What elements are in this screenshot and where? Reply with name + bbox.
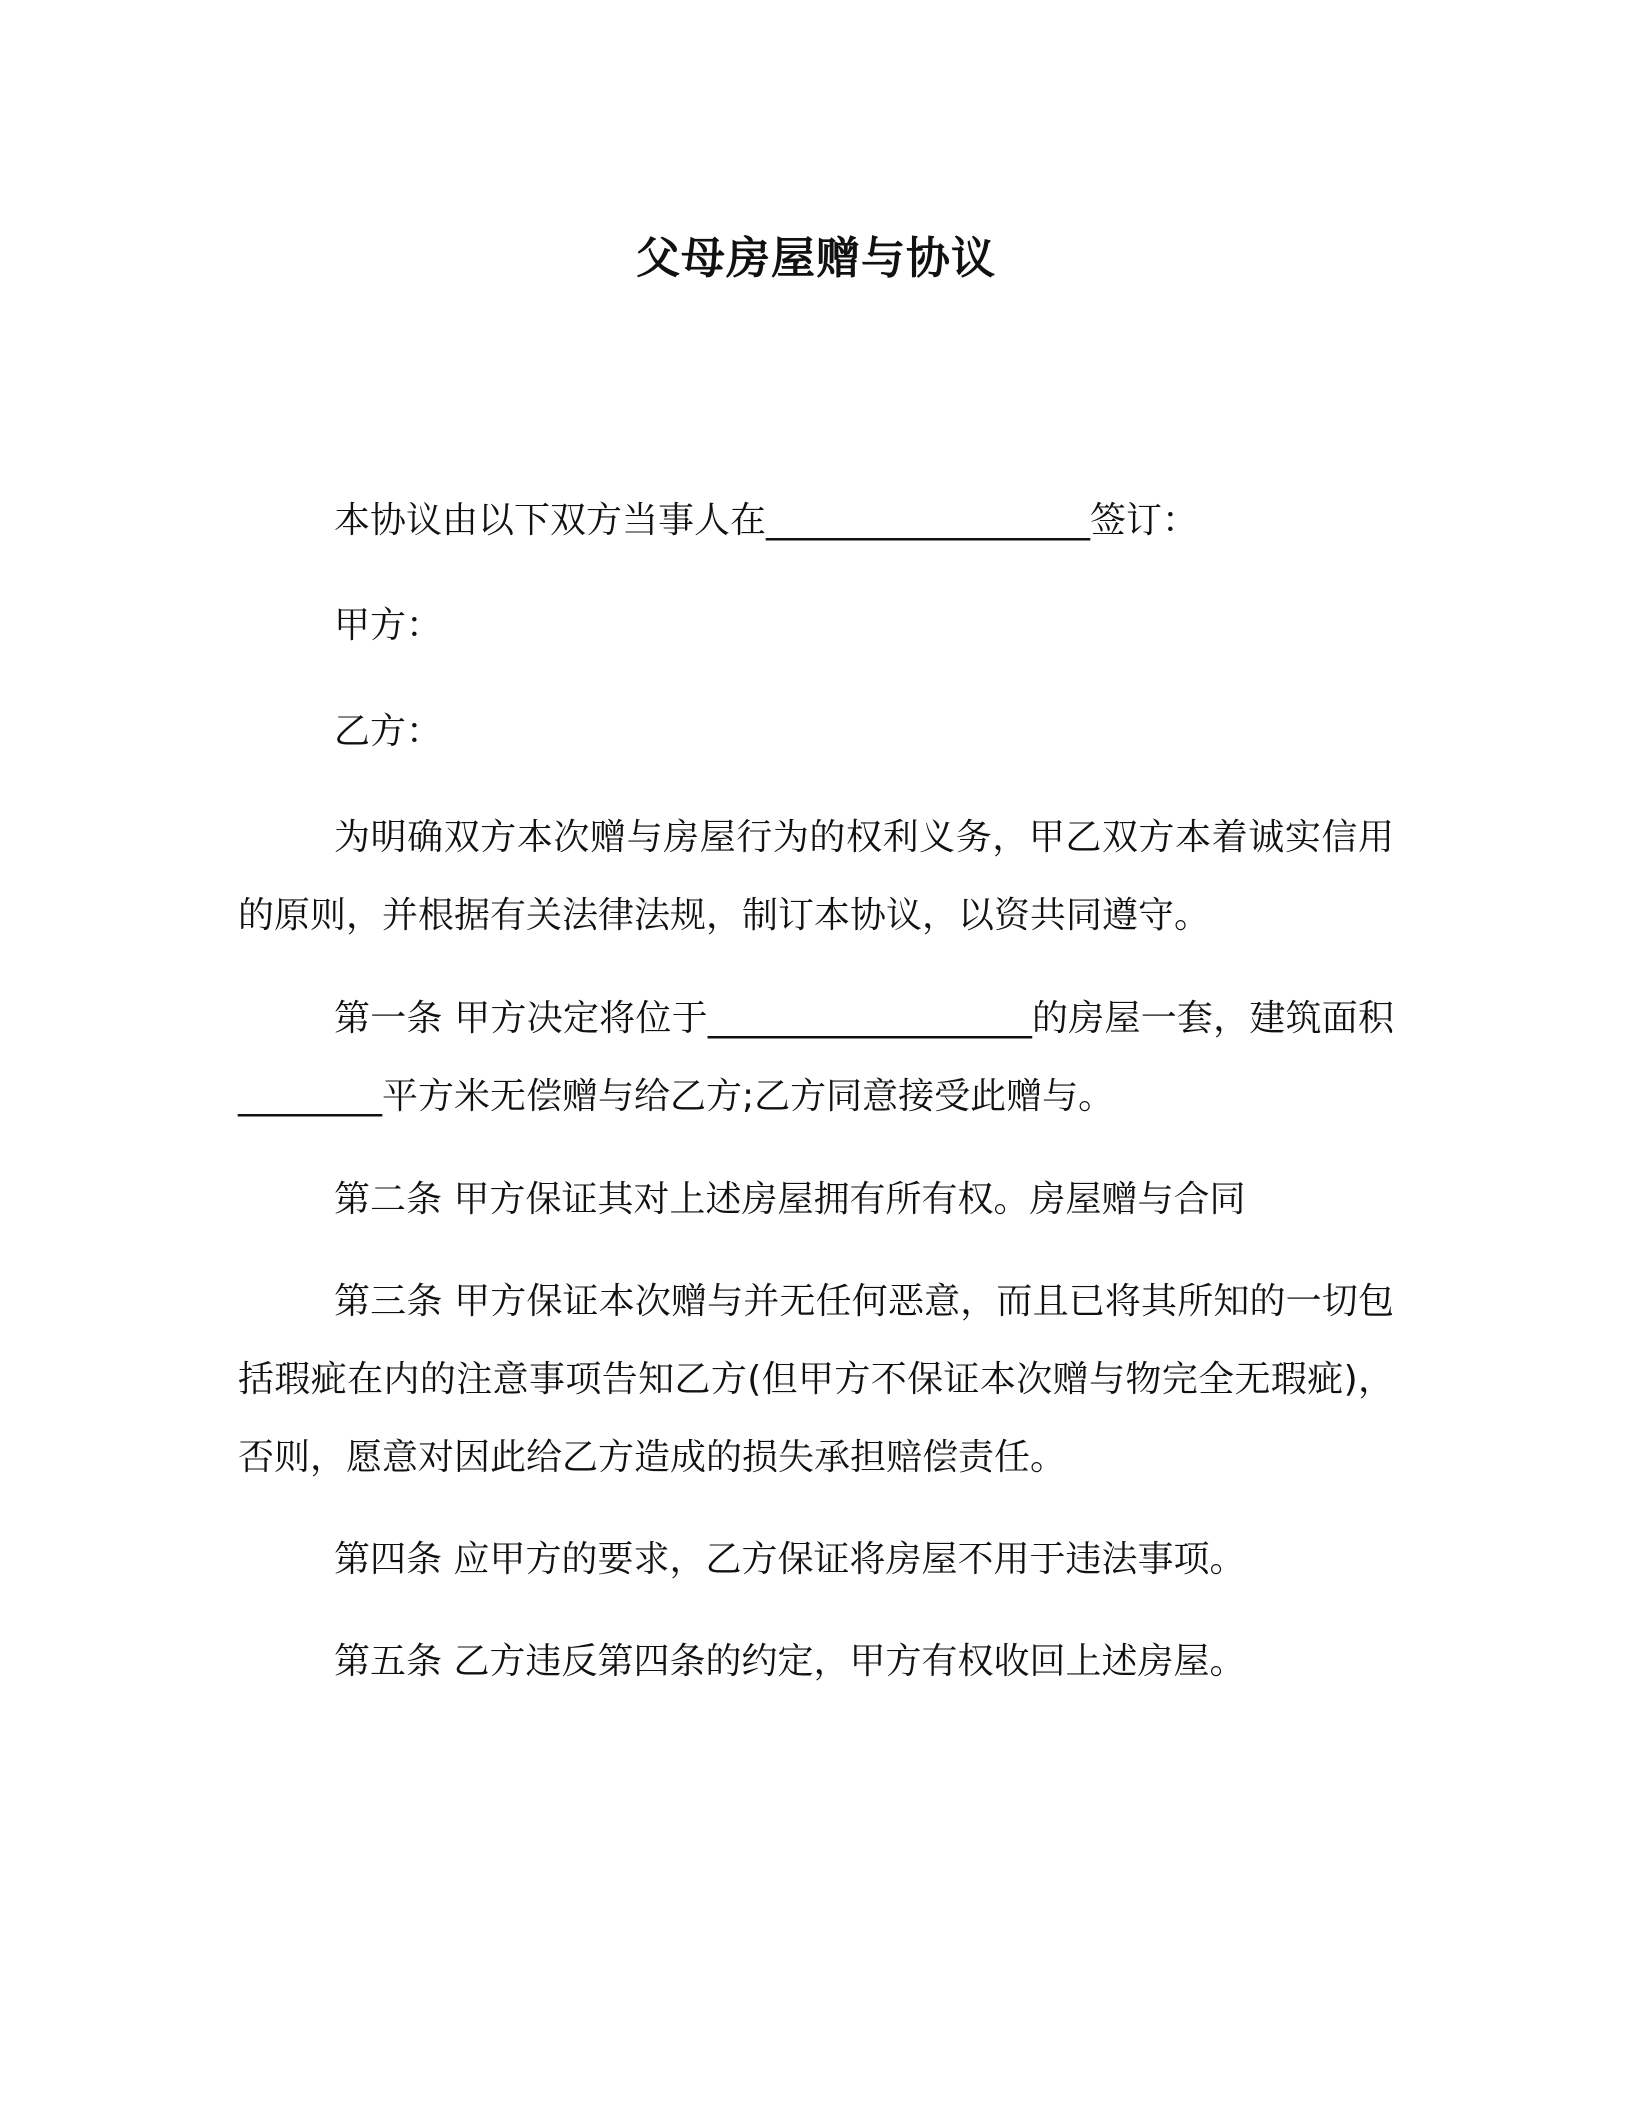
party-b-line: 乙方： [334,711,443,752]
party-a-line: 甲方： [334,605,443,646]
article-2-paragraph: 第二条 甲方保证其对上述房屋拥有所有权。房屋赠与合同 [334,1179,1246,1220]
article-3-paragraph: 第三条 甲方保证本次赠与并无任何恶意，而且已将其所知的一切包括瑕疵在内的注意事项告知乙方(但甲方不保证本次赠与物完全无瑕疵)，否则，愿意对因此给乙方造成的损失承担赔偿责任。 [238,1281,1394,1478]
purpose-paragraph: 为明确双方本次赠与房屋行为的权利义务，甲乙双方本着诚实信用的原则，并根据有关法律法规，制订本协议，以资共同遵守。 [238,817,1394,936]
article-5-paragraph: 第五条 乙方违反第四条的约定，甲方有权收回上述房屋。 [334,1641,1246,1682]
document-title: 父母房屋赠与协议 [636,233,996,284]
article-1-paragraph: 第一条 甲方决定将位于__________________的房屋一套，建筑面积________平方米无偿赠与给乙方;乙方同意接受此赠与。 [238,998,1394,1117]
article-4-paragraph: 第四条 应甲方的要求，乙方保证将房屋不用于违法事项。 [334,1539,1246,1580]
intro-paragraph: 本协议由以下双方当事人在__________________签订： [334,500,1199,541]
